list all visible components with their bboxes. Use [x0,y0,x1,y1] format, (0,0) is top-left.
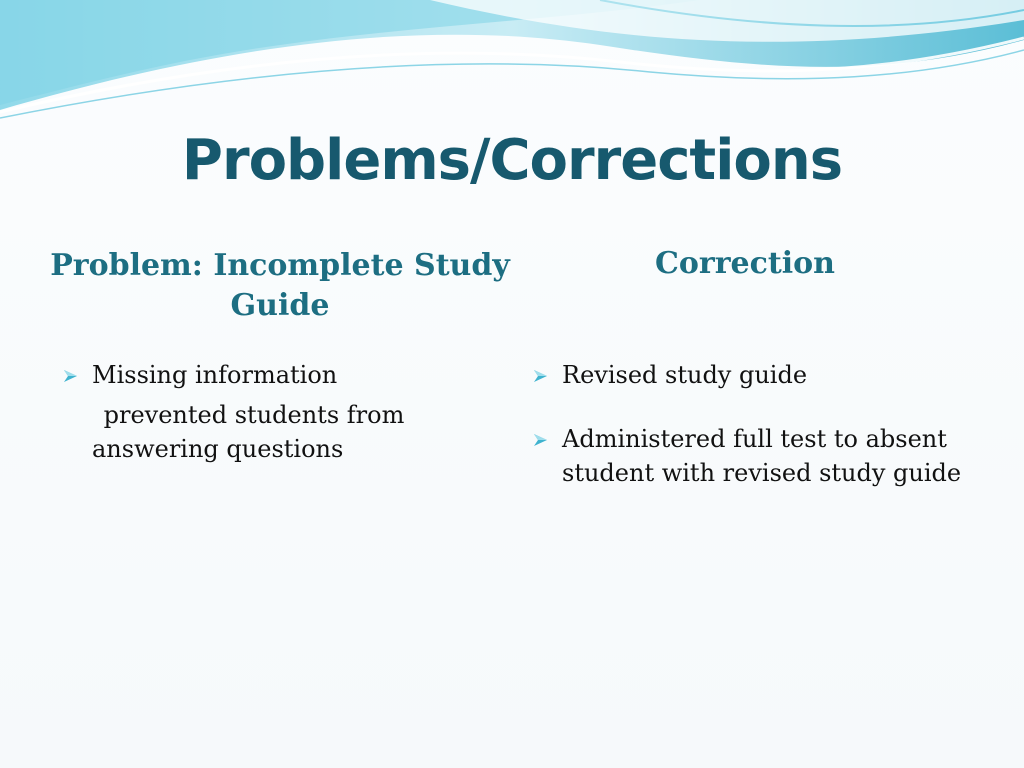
problem-bullet-line-2: prevented students from [96,401,405,429]
correction-bullet-text: Administered full test to absent student with revised study guide [562,425,962,487]
correction-bullet-text: Revised study guide [562,361,808,389]
correction-column-heading: Correction [655,246,835,281]
correction-bullet-item [532,422,982,490]
correction-bullet-item [532,358,982,392]
problem-bullet-item [62,358,502,466]
problem-bullet-list [62,358,502,480]
problem-bullet-line-3: answering questions [92,435,344,463]
correction-bullet-list [532,358,982,520]
arrow-right-icon [532,368,550,384]
arrow-right-icon [532,432,550,448]
slide-title: Problems/Corrections [181,128,843,193]
problem-column-heading: Problem: Incomplete Study Guide [50,248,510,323]
problem-bullet-line-1: Missing information [92,361,338,389]
arrow-right-icon [62,368,80,384]
decorative-wave-banner [0,0,1024,130]
